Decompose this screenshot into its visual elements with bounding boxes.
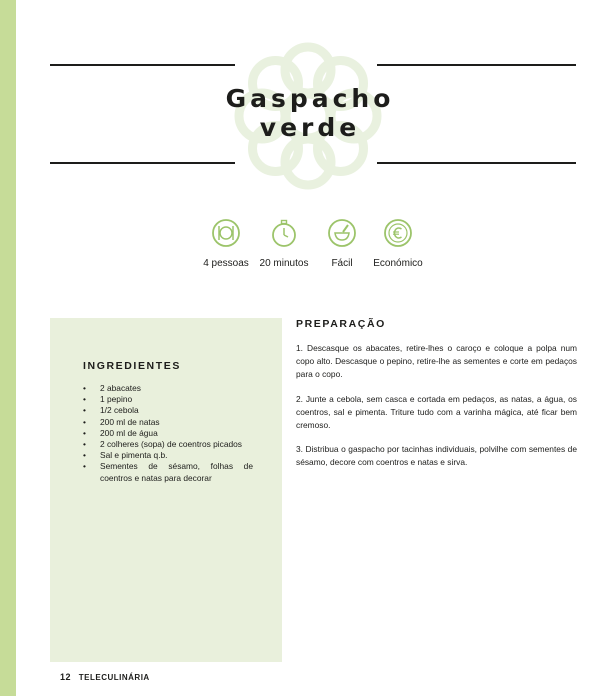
title-rule-bottom-left	[50, 162, 235, 164]
ingredients-heading: INGREDIENTES	[83, 360, 181, 372]
ingredient-item: • Sal e pimenta q.b.	[83, 450, 253, 461]
mortar-icon	[327, 218, 357, 248]
preparation-steps	[296, 342, 577, 481]
ingredient-item: • Sementes de sésamo, folhas de coentros e natas para decorar	[83, 461, 253, 483]
meta-servings-label: 4 pessoas	[203, 258, 249, 269]
plate-icon	[211, 218, 241, 248]
ingredient-item: • 2 abacates	[83, 383, 253, 394]
preparation-step: 3. Distribua o gaspacho por tacinhas individuais, polvilhe com sementes de sésamo, decore com coentros e natas e sirva.	[296, 444, 577, 468]
ingredients-panel	[50, 318, 282, 662]
page-number: 12	[60, 672, 72, 682]
ingredient-item: • 2 colheres (sopa) de coentros picados	[83, 439, 253, 450]
ingredient-item: • 1/2 cebola	[83, 405, 253, 416]
euro-coin-icon	[383, 218, 413, 248]
meta-difficulty-label: Fácil	[331, 258, 353, 269]
side-accent-bar	[0, 0, 16, 696]
title-rule-bottom-right	[377, 162, 576, 164]
meta-time-label: 20 minutos	[259, 258, 309, 269]
title-rule-top-left	[50, 64, 235, 66]
stopwatch-icon	[269, 218, 299, 248]
publication-name: TELECULINÁRIA	[78, 673, 150, 682]
meta-cost-label: Económico	[373, 258, 423, 269]
meta-cost	[358, 218, 438, 269]
ingredient-item: • 200 ml de natas	[83, 417, 253, 428]
recipe-title-line-2: verde	[259, 113, 361, 142]
ingredient-item: • 1 pepino	[83, 394, 253, 405]
recipe-title-line-1: Gaspacho	[225, 84, 395, 113]
page-footer	[60, 672, 150, 682]
ingredient-item: • 200 ml de água	[83, 428, 253, 439]
preparation-step: 1. Descasque os abacates, retire-lhes o caroço e coloque a polpa num copo alto. Descasque o pepino, retire-lhe as sementes e corte em pedaços para o copo.	[296, 343, 577, 380]
preparation-step: 2. Junte a cebola, sem casca e cortada em pedaços, as natas, a água, os coentros, sal e pimenta. Triture tudo com a varinha mágica, até ficar bem cremoso.	[296, 393, 577, 431]
ingredients-list	[83, 383, 253, 484]
title-rule-top-right	[377, 64, 576, 66]
recipe-title	[190, 84, 430, 142]
preparation-heading: PREPARAÇÃO	[296, 318, 386, 330]
